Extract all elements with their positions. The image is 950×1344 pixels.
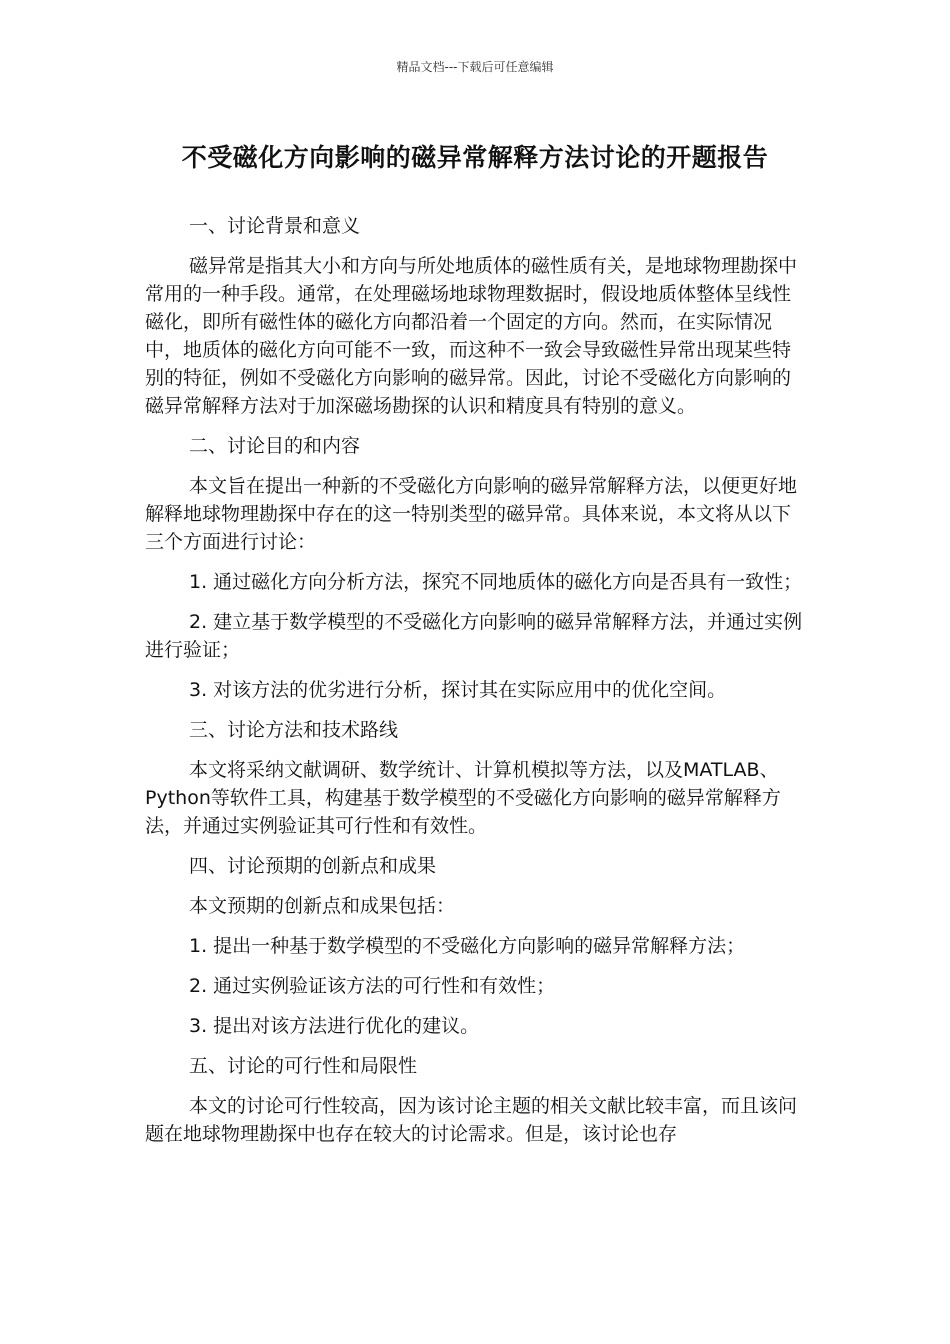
section-4-list-item-3: 3. 提出对该方法进行优化的建议。 <box>189 1015 480 1037</box>
section-2-paragraph: 本文旨在提出一种新的不受磁化方向影响的磁异常解释方法，以便更好地解释地球物理勘探中存在的这一特别类型的磁异常。具体来说，本文将从以下三个方面进行讨论： <box>145 475 798 553</box>
section-3-heading: 三、讨论方法和技术路线 <box>189 719 399 741</box>
section-1-heading: 一、讨论背景和意义 <box>189 215 361 237</box>
section-5-heading: 五、讨论的可行性和局限性 <box>189 1055 418 1077</box>
section-4-list-item-2: 2. 通过实例验证该方法的可行性和有效性； <box>189 975 556 997</box>
section-2-list-item-2: 2. 建立基于数学模型的不受磁化方向影响的磁异常解释方法，并通过实例进行验证； <box>145 611 803 661</box>
section-4-list-item-1: 1. 提出一种基于数学模型的不受磁化方向影响的磁异常解释方法； <box>189 935 746 957</box>
section-2-heading: 二、讨论目的和内容 <box>189 435 361 457</box>
section-4-paragraph: 本文预期的创新点和成果包括： <box>189 895 456 917</box>
document-title: 不受磁化方向影响的磁异常解释方法讨论的开题报告 <box>181 143 769 172</box>
page-header: 精品文档---下载后可任意编辑 <box>396 60 554 74</box>
section-3-paragraph: 本文将采纳文献调研、数学统计、计算机模拟等方法，以及MATLAB、Python等软件工具，构建基于数学模型的不受磁化方向影响的磁异常解释方法，并通过实例验证其可行性和有效性。 <box>145 759 781 837</box>
section-4-heading: 四、讨论预期的创新点和成果 <box>189 855 437 877</box>
section-2-list-item-1: 1. 通过磁化方向分析方法，探究不同地质体的磁化方向是否具有一致性； <box>189 571 803 593</box>
document-body <box>145 212 805 1160</box>
section-5-paragraph: 本文的讨论可行性较高，因为该讨论主题的相关文献比较丰富，而且该问题在地球物理勘探中也存在较大的讨论需求。但是，该讨论也存 <box>145 1095 798 1145</box>
section-1-paragraph: 磁异常是指其大小和方向与所处地质体的磁性质有关，是地球物理勘探中常用的一种手段。通常，在处理磁场地球物理数据时，假设地质体整体呈线性磁化，即所有磁性体的磁化方向都沿着一个固定的方向。然而，在实际情况中，地质体的磁化方向可能不一致，而这种不一致会导致磁性异常出现某些特别的特征，例如不受磁化方向影响的磁异常。因此，讨论不受磁化方向影响的磁异常解释方法对于加深磁场勘探的认识和精度具有特别的意义。 <box>145 255 798 417</box>
section-2-list-item-3: 3. 对该方法的优劣进行分析，探讨其在实际应用中的优化空间。 <box>189 679 727 701</box>
